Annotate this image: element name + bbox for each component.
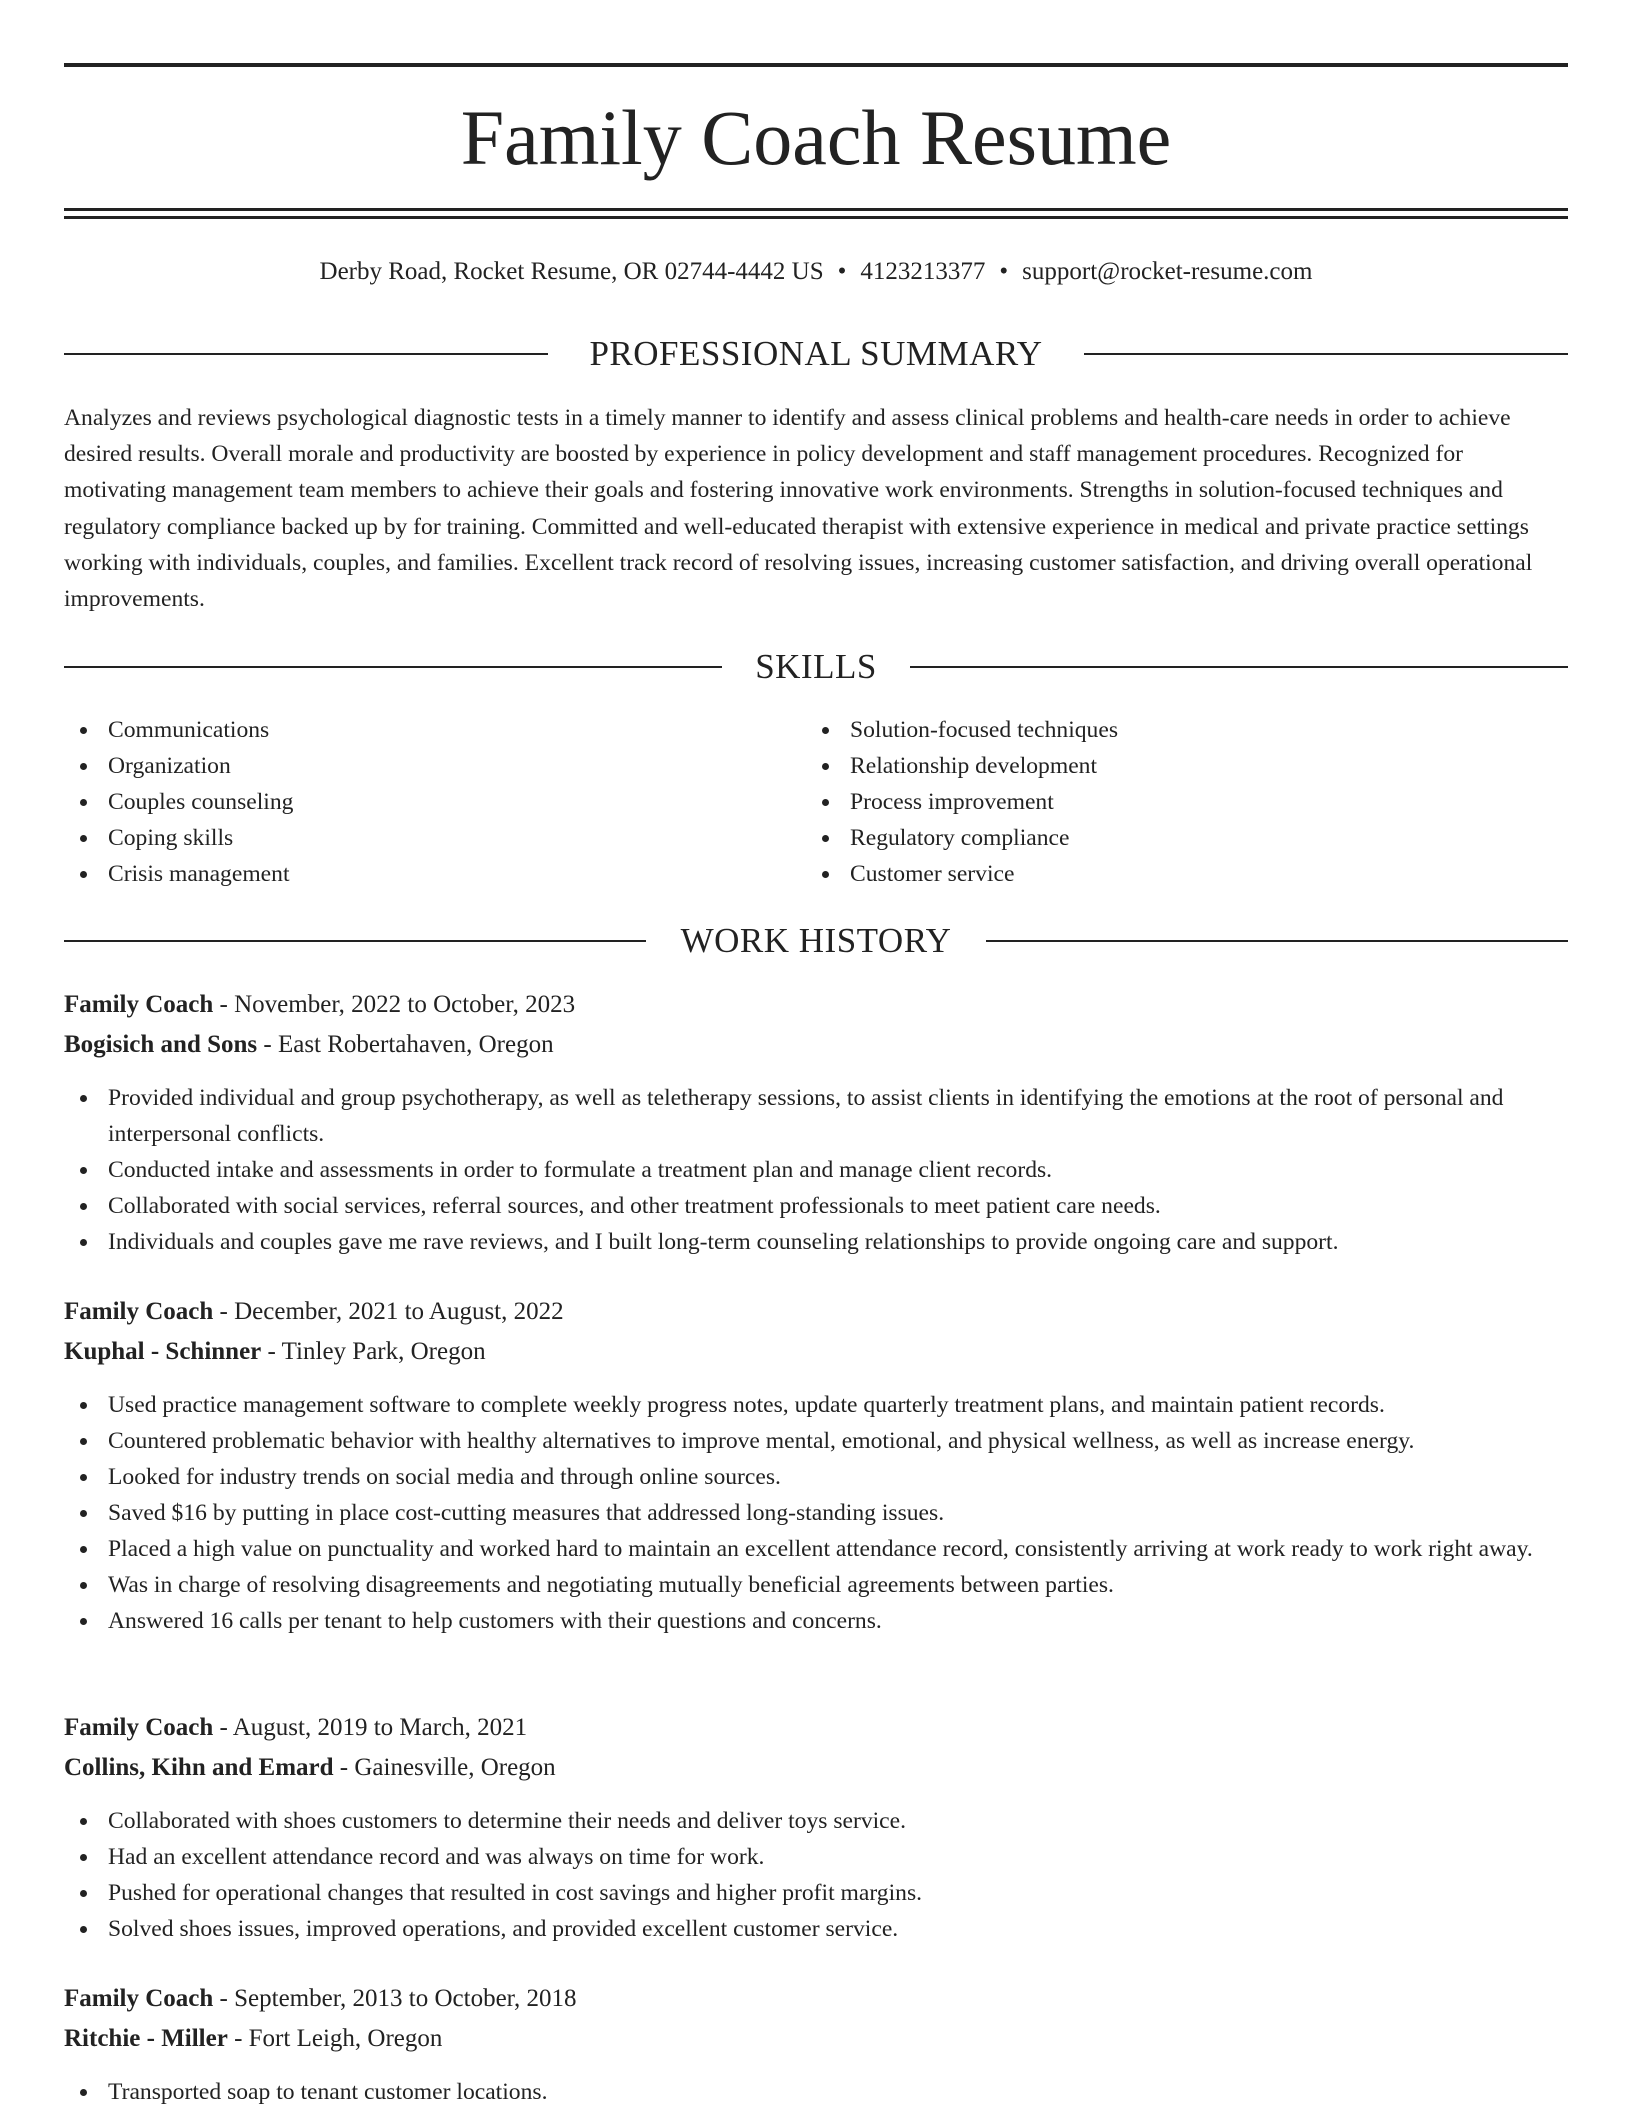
skills-list-right	[806, 712, 1118, 892]
job-bullet: Placed a high value on punctuality and worked hard to maintain an excellent attendance record, consistently arriving at work ready to work right away.	[64, 1531, 1568, 1567]
job-dates: - September, 2013 to October, 2018	[213, 1985, 577, 2012]
job-dates: - December, 2021 to August, 2022	[213, 1298, 564, 1325]
contact-phone: 4123213377	[860, 258, 986, 285]
job-role: Family Coach	[64, 991, 214, 1018]
title-rule-lower	[64, 216, 1568, 219]
work-heading-title: WORK HISTORY	[680, 921, 952, 960]
work-heading	[64, 917, 1568, 965]
job-title-line	[64, 1980, 1568, 2018]
job-company-line	[64, 1026, 1568, 1064]
job-bullet: Looked for industry trends on social media and through online sources.	[64, 1459, 1568, 1495]
job-bullet: Used practice management software to complete weekly progress notes, update quarterly treatment plans, and maintain patient records.	[64, 1387, 1568, 1423]
skill-item: Organization	[64, 748, 293, 784]
job-company: Bogisich and Sons	[64, 1031, 258, 1058]
skill-item: Relationship development	[806, 748, 1118, 784]
job-bullets	[64, 1387, 1568, 1639]
skill-item: Communications	[64, 712, 293, 748]
skill-item: Regulatory compliance	[806, 820, 1118, 856]
job-company-line	[64, 1749, 1568, 1787]
skills-heading-title: SKILLS	[755, 647, 877, 686]
job-bullet: Was in charge of resolving disagreements and negotiating mutually beneficial agreements between parties.	[64, 1567, 1568, 1603]
skill-item: Process improvement	[806, 784, 1118, 820]
job-bullet: Conducted intake and assessments in order to formulate a treatment plan and manage client records.	[64, 1152, 1568, 1188]
job-bullet: Countered problematic behavior with healthy alternatives to improve mental, emotional, and physical wellness, as well as increase energy.	[64, 1423, 1568, 1459]
summary-heading	[64, 330, 1568, 378]
job-company: Collins, Kihn and Emard	[64, 1754, 334, 1781]
job-bullet: Individuals and couples gave me rave reviews, and I built long-term counseling relationships to provide ongoing care and support.	[64, 1224, 1568, 1260]
job-bullet: Saved $16 by putting in place cost-cutting measures that addressed long-standing issues.	[64, 1495, 1568, 1531]
job-location: - Tinley Park, Oregon	[261, 1338, 486, 1365]
skill-item: Solution-focused techniques	[806, 712, 1118, 748]
job-title-line	[64, 1709, 1568, 1747]
job-company: Kuphal - Schinner	[64, 1338, 262, 1365]
contact-separator: •	[999, 258, 1009, 285]
contact-email[interactable]: support@rocket-resume.com	[1022, 258, 1313, 285]
skills-list-left	[64, 712, 293, 892]
summary-text: Analyzes and reviews psychological diagnostic tests in a timely manner to identify and assess clinical problems and health-care needs in order to achieve desired results. Overall morale and productivity are boosted by experience in policy development and staff management procedures. Recognized for motivating management team members to achieve their goals and fostering innovative work environments. Strengths in solution-focused techniques and regulatory compliance backed up by for training. Committed and well-educated therapist with extensive experience in medical and private practice settings working with individuals, couples, and families. Excellent track record of resolving issues, increasing customer satisfaction, and driving overall operational improvements.	[64, 405, 1533, 613]
skill-item: Crisis management	[64, 856, 293, 892]
top-rule	[64, 63, 1568, 67]
job-company-line	[64, 2020, 1568, 2058]
contact-line	[64, 254, 1568, 290]
contact-separator: •	[837, 258, 847, 285]
job-bullet: Provided individual and group psychotherapy, as well as teletherapy sessions, to assist clients in identifying the emotions at the root of personal and interpersonal conflicts.	[64, 1080, 1568, 1152]
job-bullet: Transported soap to tenant customer locations.	[64, 2074, 1568, 2110]
contact-address: Derby Road, Rocket Resume, OR 02744-4442 US	[319, 258, 824, 285]
skill-item: Customer service	[806, 856, 1118, 892]
job-bullet: Answered 16 calls per tenant to help customers with their questions and concerns.	[64, 1603, 1568, 1639]
job-bullets	[64, 1803, 1568, 1947]
job-entry	[64, 1709, 1568, 1947]
resume-title: Family Coach Resume	[460, 94, 1172, 181]
job-dates: - August, 2019 to March, 2021	[213, 1714, 528, 1741]
job-entry	[64, 986, 1568, 1260]
job-bullets	[64, 2074, 1568, 2110]
job-bullet: Collaborated with shoes customers to determine their needs and deliver toys service.	[64, 1803, 1568, 1839]
job-entry	[64, 1980, 1568, 2110]
job-bullet: Collaborated with social services, referral sources, and other treatment professionals to meet patient care needs.	[64, 1188, 1568, 1224]
job-bullet: Had an excellent attendance record and was always on time for work.	[64, 1839, 1568, 1875]
job-role: Family Coach	[64, 1298, 214, 1325]
job-location: - East Robertahaven, Oregon	[257, 1031, 554, 1058]
skills-heading	[64, 643, 1568, 691]
skill-item: Couples counseling	[64, 784, 293, 820]
job-company: Ritchie - Miller	[64, 2025, 228, 2052]
job-title-line	[64, 986, 1568, 1024]
title-rule-upper	[64, 208, 1568, 211]
job-entry	[64, 1293, 1568, 1639]
summary-heading-title: PROFESSIONAL SUMMARY	[589, 334, 1043, 373]
job-dates: - November, 2022 to October, 2023	[213, 991, 576, 1018]
job-bullet: Solved shoes issues, improved operations, and provided excellent customer service.	[64, 1911, 1568, 1947]
job-bullet: Pushed for operational changes that resulted in cost savings and higher profit margins.	[64, 1875, 1568, 1911]
job-role: Family Coach	[64, 1985, 214, 2012]
job-title-line	[64, 1293, 1568, 1331]
job-location: - Gainesville, Oregon	[333, 1754, 556, 1781]
job-bullets	[64, 1080, 1568, 1260]
job-location: - Fort Leigh, Oregon	[227, 2025, 443, 2052]
skill-item: Coping skills	[64, 820, 293, 856]
job-company-line	[64, 1333, 1568, 1371]
job-role: Family Coach	[64, 1714, 214, 1741]
